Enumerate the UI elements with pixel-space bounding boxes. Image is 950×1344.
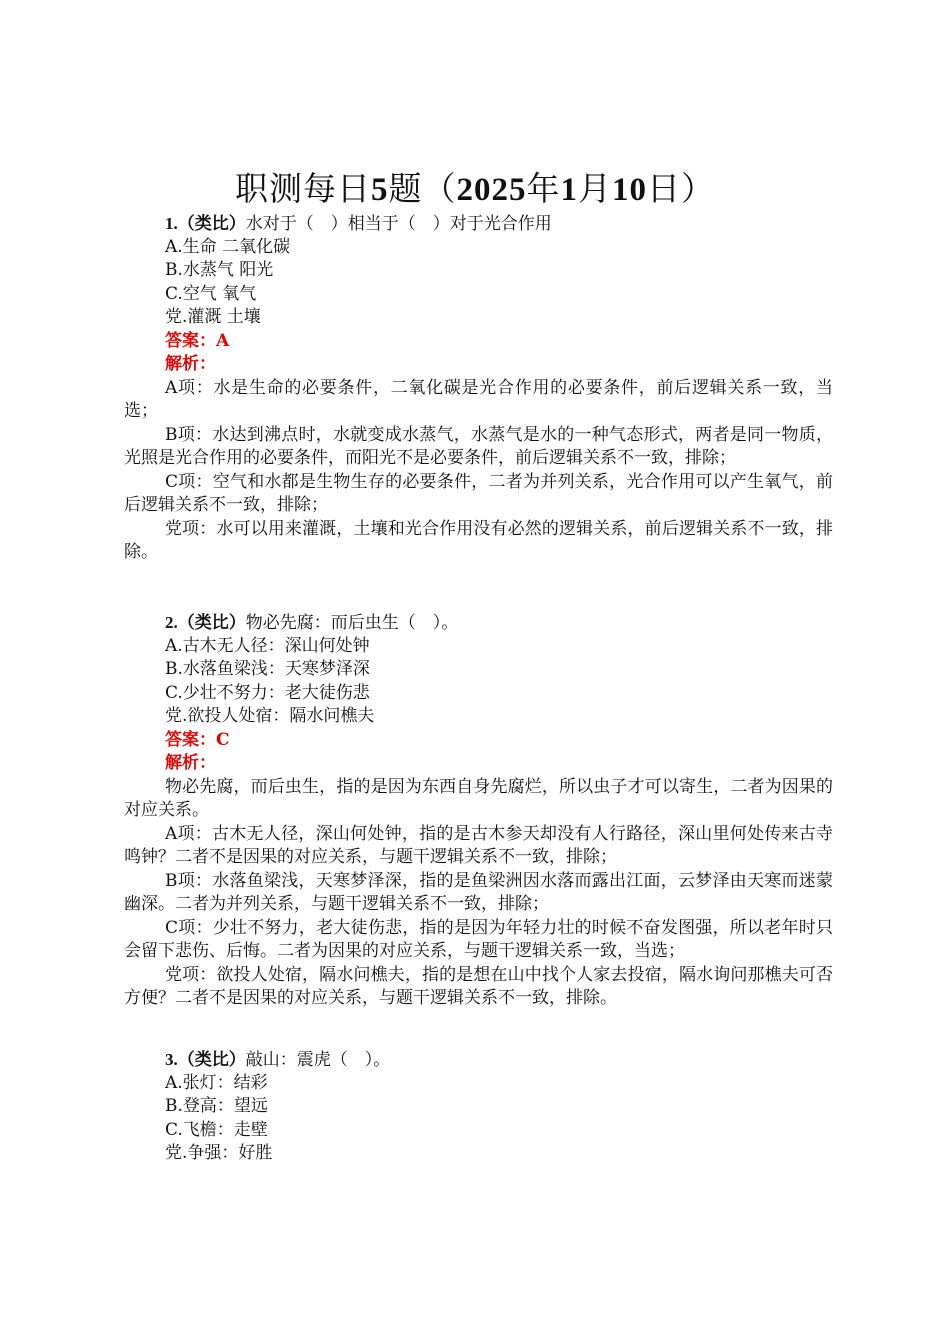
analysis-paragraph: 党项：欲投人处宿，隔水问樵夫，指的是想在山中找个人家去投宿，隔水询问那樵夫可否方便？二者不是因果的对应关系，与题干逻辑关系不一致，排除。 [124,964,833,1008]
option-b: B.登高：望远 [165,1096,268,1116]
title-count: 5 [371,172,389,208]
title-day: 10 [612,172,647,208]
analysis-paragraph: C项：少壮不努力，老大徒伤悲，指的是因为年轻力壮的时候不奋发图强，所以老年时只会留下悲伤、后悔。二者为因果的对应关系，与题干逻辑关系一致，当选； [124,917,833,961]
question-number: 3. [165,1050,178,1069]
question-number: 1. [165,214,178,233]
answer-label: 答案：A [165,330,230,351]
title-text: 年 [526,172,561,208]
analysis-paragraph: A项：水是生命的必要条件，二氧化碳是光合作用的必要条件，前后逻辑关系一致，当选； [124,377,833,421]
analysis-paragraph: B项：水达到沸点时，水就变成水蒸气，水蒸气是水的一种气态形式，两者是同一物质，光照是光合作用的必要条件，而阳光不是必要条件，前后逻辑关系不一致，排除； [124,424,833,468]
question-type: （类比） [177,214,246,234]
analysis-paragraph: 党项：水可以用来灌溉，土壤和光合作用没有必然的逻辑关系，前后逻辑关系不一致，排除。 [124,518,833,562]
analysis-paragraph: B项：水落鱼梁浅，天寒梦泽深，指的是鱼梁洲因水落而露出江面，云梦泽由天寒而迷蒙幽深。二者为并列关系，与题干逻辑关系不一致，排除； [124,870,833,914]
option-a: A.古木无人径：深山何处钟 [165,635,370,656]
title-text: 日） [647,172,715,208]
question-header [165,611,833,635]
analysis-paragraph: C项：空气和水都是生物生存的必要条件，二者为并列关系，光合作用可以产生氧气，前后逻辑关系不一致，排除； [124,471,833,515]
question-number: 2. [165,613,178,632]
question-header [165,212,833,236]
question-stem: 水对于（ ）相当于（ ）对于光合作用 [245,214,552,234]
analysis-paragraph: A项：古木无人径，深山何处钟，指的是古木参天却没有人行路径，深山里何处传来古寺鸣钟？二者不是因果的对应关系，与题干逻辑关系不一致，排除； [124,823,833,867]
option-c: C.空气 氧气 [165,283,257,304]
question-type: （类比） [177,613,246,633]
question-2 [124,611,833,1011]
option-d: 党.争强：好胜 [165,1143,273,1163]
page-title [0,168,950,212]
title-month: 1 [560,172,578,208]
option-a: A.生命 二氧化碳 [165,236,291,257]
option-d: 党.灌溉 土壤 [165,307,261,327]
option-b: B.水蒸气 阳光 [165,260,274,280]
question-header [165,1048,833,1072]
analysis-label: 解析： [165,753,216,773]
title-year: 2025 [456,172,527,208]
option-c: C.飞檐：走壁 [165,1119,268,1140]
question-1 [124,212,833,565]
analysis-paragraph: 物必先腐，而后虫生，指的是因为东西自身先腐烂，所以虫子才可以寄生，二者为因果的对应关系。 [124,776,833,820]
answer-label: 答案：C [165,729,230,750]
question-stem: 敲山：震虎（ ）。 [245,1050,391,1070]
title-text: 题（ [388,172,457,208]
title-text: 月 [578,172,612,208]
question-type: （类比） [177,1050,246,1070]
title-text: 职测每日 [235,172,371,208]
analysis-label: 解析： [165,354,216,374]
option-b: B.水落鱼梁浅：天寒梦泽深 [165,659,370,679]
option-a: A.张灯：结彩 [165,1072,268,1093]
option-d: 党.欲投人处宿：隔水问樵夫 [165,706,375,726]
question-stem: 物必先腐：而后虫生（ ）。 [245,613,459,633]
question-3 [165,1048,833,1166]
option-c: C.少壮不努力：老大徒伤悲 [165,682,370,703]
